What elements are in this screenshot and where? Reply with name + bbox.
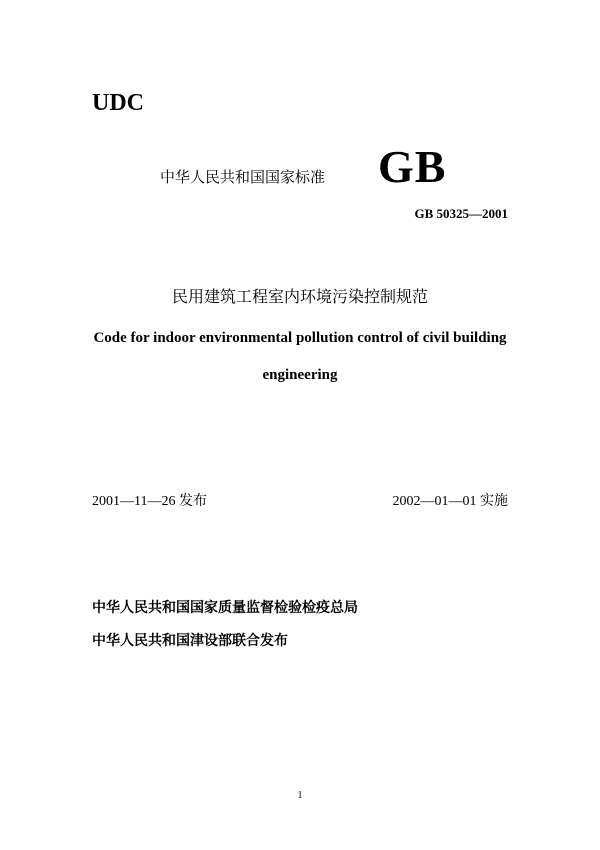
gb-mark: GB [378, 141, 447, 192]
page-number: 1 [297, 790, 303, 801]
title-english-line2: engineering [262, 367, 338, 383]
title-english-line1: Code for indoor environmental pollution control of civil building [93, 330, 507, 346]
title-chinese: 民用建筑工程室内环境污染控制规范 [171, 287, 428, 306]
udc-label: UDC [92, 90, 144, 116]
standard-number: GB 50325—2001 [414, 206, 508, 221]
issuer-line: 中华人民共和国津设部联合发布 [92, 633, 288, 649]
issue-date: 2001—11—26 发布 [92, 494, 207, 509]
national-standard-label: 中华人民共和国国家标准 [160, 168, 326, 186]
implementation-date: 2002—01—01 实施 [392, 494, 508, 509]
issuer-line: 中华人民共和国国家质量监督检验检疫总局 [92, 600, 358, 616]
